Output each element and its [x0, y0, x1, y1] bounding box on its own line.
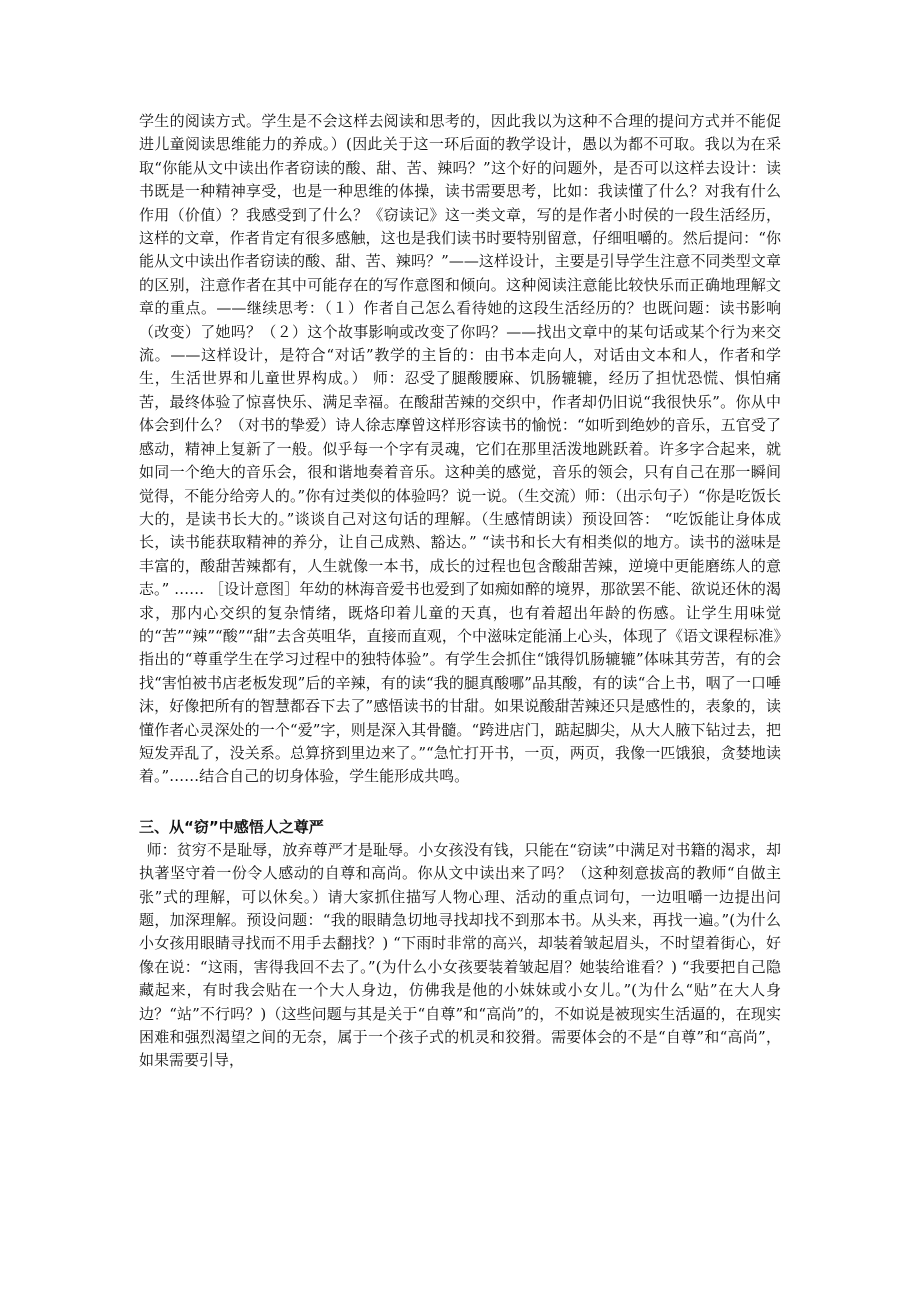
- section-heading: 三、从“窃”中感悟人之尊严: [139, 817, 324, 836]
- body-paragraph: 学生的阅读方式。学生是不会这样去阅读和思考的，因此我以为这种不合理的提问方式并不能促进儿童阅读思维能力的养成。）(因此关于这一环后面的教学设计，愚以为都不可取。我以为在采取“你能从文中读出作者窃读的酸、甜、苦、辣吗？”这个好的问题外，是否可以这样去设计：读书既是一种精神享受，也是一种思维的体操，读书需要思考，比如：我读懂了什么？对我有什么作用（价值）？我感受到了什么？《窃读记》这一类文章，写的是作者小时侯的一段生活经历，这样的文章，作者肯定有很多感触，这也是我们读书时要特别留意，仔细咀嚼的。然后提问：“你能从文中读出作者窃读的酸、甜、苦、辣吗？”——这样设计，主要是引导学生注意不同类型文章的区别，注意作者在其中可能存在的写作意图和倾向。这种阅读注意能比较快乐而正确地理解文章的重点。——继续思考：（１）作者自己怎么看待她的这段生活经历的？也既问题：读书影响（改变）了她吗？（２）这个故事影响或改变了你吗？——找出文章中的某句话或某个行为来交流。——这样设计，是符合“对话”教学的主旨的：由书本走向人，对话由文本和人，作者和学生，生活世界和儿童世界构成。） 师：忍受了腿酸腰麻、饥肠辘辘，经历了担忧恐慌、惧怕痛苦，最终体验了惊喜快乐、满足幸福。在酸甜苦辣的交织中，作者却仍旧说“我很快乐”。你从中体会到什么？（对书的挚爱）诗人徐志摩曾这样形容读书的愉悦：“如听到绝妙的音乐，五官受了感动，精神上复新了一般。似乎每一个字有灵魂，它们在那里活泼地跳跃着。许多字合起来，就如同一个绝大的音乐会，很和谐地奏着音乐。这种美的感觉，音乐的领会，只有自己在那一瞬间觉得，不能分给旁人的。”你有过类似的体验吗？说一说。（生交流）师：（出示句子）“你是吃饭长大的，是读书长大的。”谈谈自己对这句话的理解。（生感情朗读）预设回答： “吃饭能让身体成长，读书能获取精神的养分，让自己成熟、豁达。” “读书和长大有相类似的地方。读书的滋味是丰富的，酸甜苦辣都有，人生就像一本书，成长的过程也包含酸甜苦辣，逆境中更能磨练人的意志。” …… ［设计意图］年幼的林海音爱书也爱到了如痴如醉的境界，那欲罢不能、欲说还休的渴求，那内心交织的复杂情绪，既烙印着儿童的天真，也有着超出年龄的伤感。让学生用味觉的“苦”“辣”“酸”“甜”去含英咀华，直接而直观，个中滋味定能涌上心头，体现了《语文课程标准》指出的“尊重学生在学习过程中的独特体验”。有学生会抓住“饿得饥肠辘辘”体味其劳苦，有的会找“害怕被书店老板发现”后的辛辣，有的读“我的腿真酸哪”品其酸，有的读“合上书，咽了一口唾沫，好像把所有的智慧都吞下去了”感悟读书的甘甜。如果说酸甜苦辣还只是感性的，表象的，读懂作者心灵深处的一个“爱”字，则是深入其骨髓。“跨进店门，踮起脚尖，从大人腋下钻过去，把短发弄乱了，没关系。总算挤到里边来了。”“急忙打开书，一页，两页，我像一匹饿狼，贪婪地读着。”……结合自己的切身体验，学生能形成共鸣。: [139, 112, 781, 786]
- document-page: [139, 110, 781, 1073]
- body-paragraph: 师：贫穷不是耻辱，放弃尊严才是耻辱。小女孩没有钱，只能在“窃读”中满足对书籍的渴求，却执著坚守着一份令人感动的自尊和高尚。你从文中读出来了吗？（这种刻意拔高的教师“自做主张”式的理解，可以休矣。）请大家抓住描写人物心理、活动的重点词句，一边咀嚼一边提出问题，加深理解。预设问题：“我的眼睛急切地寻找却找不到那本书。从头来，再找一遍。”(为什么小女孩用眼睛寻找而不用手去翻找？) “下雨时非常的高兴，却装着皱起眉头，不时望着街心，好像在说：“这雨，害得我回不去了。”(为什么小女孩要装着皱起眉？她装给谁看？) “我要把自己隐藏起来，有时我会贴在一个大人身边，仿佛我是他的小妹妹或小女儿。”(为什么“贴”在大人身边？“站”不行吗？)（这些问题与其是关于“自尊”和“高尚”的，不如说是被现实生活逼的，在现实困难和强烈渴望之间的无奈，属于一个孩子式的机灵和狡猾。需要体会的不是“自尊”和“高尚”，如果需要引导，: [139, 840, 781, 1070]
